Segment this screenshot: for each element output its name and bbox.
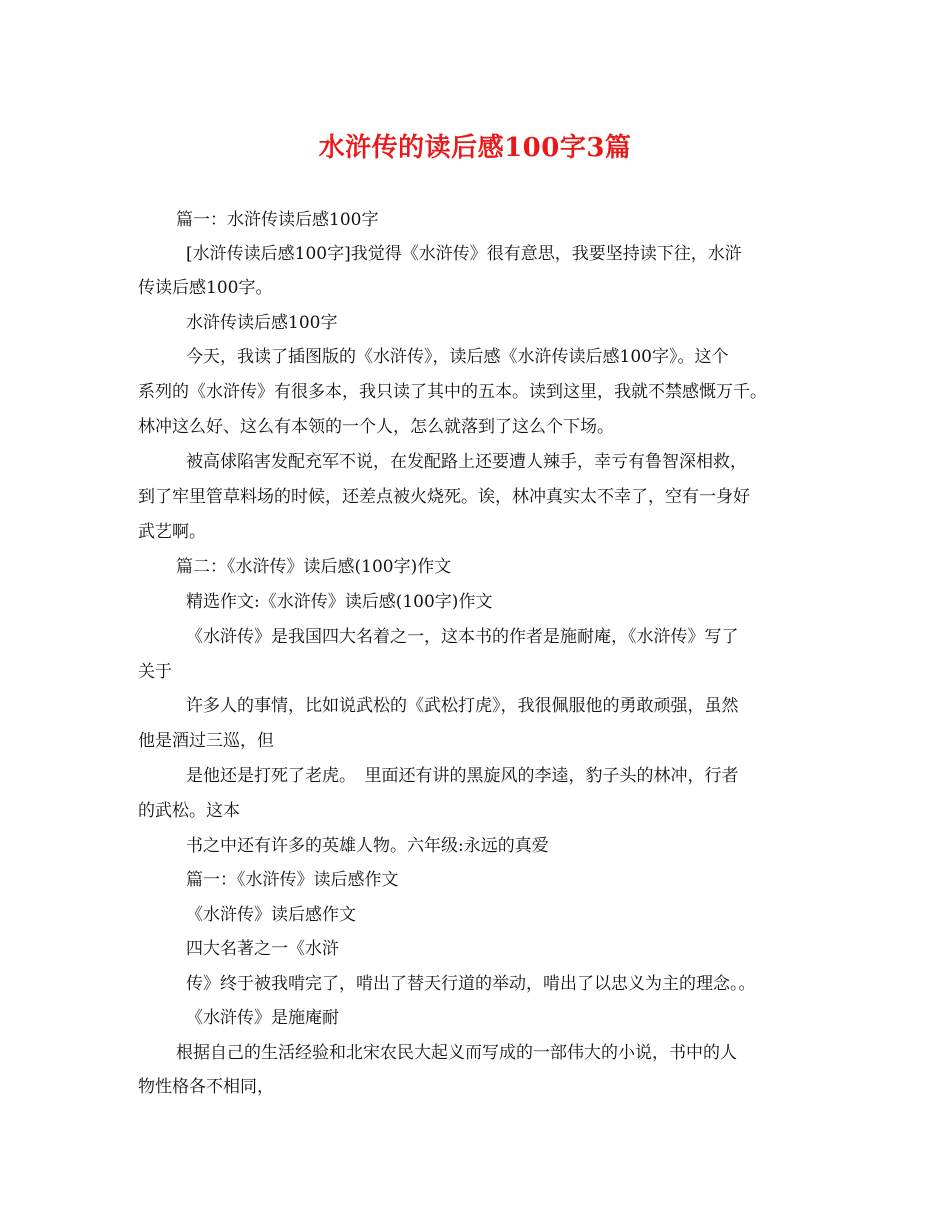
text-line: 物性格各不相同，: [138, 1077, 274, 1097]
text-line: [水浒传读后感100字]我觉得《水浒传》很有意思，我要坚持读下往，水浒: [186, 244, 742, 264]
text-line: 四大名著之一《水浒: [186, 939, 339, 959]
text-line: 许多人的事情，比如说武松的《武松打虎》，我很佩服他的勇敢顽强，虽然: [186, 696, 739, 716]
text-line: 篇一：《水浒传》读后感作文: [186, 870, 399, 890]
text-line: 系列的《水浒传》有很多本，我只读了其中的五本。读到这里，我就不禁感慨万千。: [138, 382, 767, 402]
text-line: 关于: [138, 662, 172, 682]
text-line: 篇一：水浒传读后感100字: [176, 210, 379, 230]
text-line: 《水浒传》是施庵耐: [186, 1008, 339, 1028]
text-line: 的武松。这本: [138, 801, 240, 821]
text-line: 篇二：《水浒传》读后感(100字)作文: [176, 557, 452, 577]
text-line: 到了牢里管草料场的时候，还差点被火烧死。诶，林冲真实太不幸了，空有一身好: [138, 487, 750, 507]
text-line: 书之中还有许多的英雄人物。六年级:永远的真爱: [186, 836, 549, 856]
text-line: 传读后感100字。: [138, 278, 273, 298]
text-line: 武艺啊。: [138, 522, 206, 542]
text-line: 精选作文:《水浒传》读后感(100字)作文: [186, 592, 493, 612]
text-line: 被高俅陷害发配充军不说，在发配路上还要遭人辣手，幸亏有鲁智深相救，: [186, 452, 747, 472]
text-line: 水浒传读后感100字: [186, 313, 338, 333]
text-line: 传》终于被我啃完了，啃出了替天行道的举动，啃出了以忠义为主的理念。。: [186, 974, 756, 994]
text-line: 根据自己的生活经验和北宋农民大起义而写成的一部伟大的小说，书中的人: [176, 1043, 737, 1063]
text-line: 是他还是打死了老虎。 里面还有讲的黑旋风的李逵，豹子头的林冲，行者: [186, 766, 739, 786]
text-line: 今天，我读了插图版的《水浒传》，读后感《水浒传读后感100字》。这个: [186, 347, 729, 367]
text-line: 《水浒传》是我国四大名着之一，这本书的作者是施耐庵，《水浒传》写了: [186, 627, 739, 647]
text-line: 林冲这么好、这么有本领的一个人，怎么就落到了这么个下场。: [138, 417, 614, 437]
text-line: 他是酒过三巡，但: [138, 731, 274, 751]
document-title: 水浒传的读后感100字3篇: [318, 133, 632, 163]
text-line: 《水浒传》读后感作文: [186, 905, 356, 925]
